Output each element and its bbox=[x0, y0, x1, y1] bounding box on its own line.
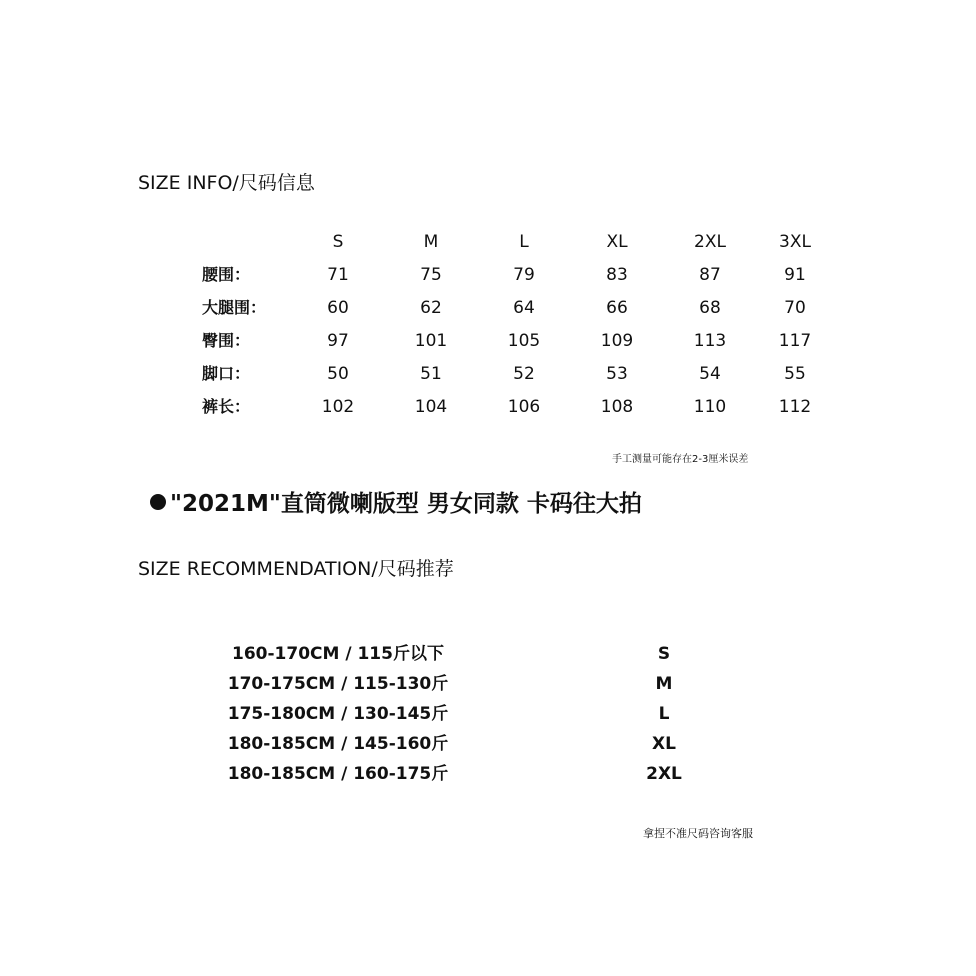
fit-highlight-text: "2021M"直筒微喇版型 男女同款 卡码往大拍 bbox=[170, 491, 642, 517]
table-cell: 108 bbox=[600, 397, 634, 417]
rec-range: 170-175CM / 115-130斤 bbox=[227, 674, 449, 694]
row-label-length: 裤长： bbox=[202, 397, 251, 416]
rec-size: 2XL bbox=[646, 764, 682, 784]
size-header-s: S bbox=[332, 232, 344, 252]
size-info-title: SIZE INFO/尺码信息 bbox=[138, 172, 315, 194]
list-item bbox=[0, 761, 976, 787]
rec-size: L bbox=[658, 704, 670, 724]
table-cell: 60 bbox=[327, 298, 349, 318]
rec-range: 180-185CM / 160-175斤 bbox=[227, 764, 449, 784]
table-cell: 52 bbox=[513, 364, 535, 384]
table-cell: 68 bbox=[699, 298, 721, 318]
table-cell: 75 bbox=[420, 265, 442, 285]
rec-range: 175-180CM / 130-145斤 bbox=[227, 704, 449, 724]
table-cell: 66 bbox=[606, 298, 628, 318]
table-cell: 104 bbox=[414, 397, 448, 417]
table-cell: 105 bbox=[507, 331, 541, 351]
table-row-length bbox=[0, 394, 976, 420]
table-cell: 113 bbox=[693, 331, 727, 351]
size-header-row bbox=[0, 229, 976, 255]
table-cell: 91 bbox=[784, 265, 806, 285]
table-cell: 79 bbox=[513, 265, 535, 285]
table-cell: 70 bbox=[784, 298, 806, 318]
table-row-hem bbox=[0, 361, 976, 387]
table-row-thigh bbox=[0, 295, 976, 321]
table-cell: 53 bbox=[606, 364, 628, 384]
table-cell: 55 bbox=[784, 364, 806, 384]
table-cell: 109 bbox=[600, 331, 634, 351]
rec-size: S bbox=[657, 644, 671, 664]
row-label-hem: 脚口： bbox=[202, 364, 251, 383]
table-cell: 51 bbox=[420, 364, 442, 384]
table-cell: 87 bbox=[699, 265, 721, 285]
row-label-thigh: 大腿围： bbox=[202, 298, 267, 317]
list-item bbox=[0, 701, 976, 727]
table-row-waist bbox=[0, 262, 976, 288]
rec-size: XL bbox=[652, 734, 676, 754]
table-cell: 97 bbox=[327, 331, 349, 351]
table-cell: 62 bbox=[420, 298, 442, 318]
size-recommendation-title: SIZE RECOMMENDATION/尺码推荐 bbox=[138, 558, 454, 580]
table-cell: 54 bbox=[699, 364, 721, 384]
size-header-3xl: 3XL bbox=[779, 232, 811, 252]
size-header-xl: XL bbox=[606, 232, 628, 252]
size-header-l: L bbox=[519, 232, 529, 252]
bullet-dot-icon bbox=[150, 494, 166, 510]
table-cell: 110 bbox=[693, 397, 727, 417]
table-cell: 106 bbox=[507, 397, 541, 417]
rec-size: M bbox=[655, 674, 673, 694]
table-cell: 71 bbox=[327, 265, 349, 285]
table-row-hip bbox=[0, 328, 976, 354]
row-label-hip: 臀围： bbox=[202, 331, 251, 350]
size-header-2xl: 2XL bbox=[694, 232, 726, 252]
fit-highlight bbox=[150, 485, 642, 518]
table-cell: 50 bbox=[327, 364, 349, 384]
table-cell: 83 bbox=[606, 265, 628, 285]
measurement-note: 手工测量可能存在2-3厘米误差 bbox=[612, 454, 749, 465]
list-item bbox=[0, 641, 976, 667]
table-cell: 64 bbox=[513, 298, 535, 318]
list-item bbox=[0, 671, 976, 697]
table-cell: 112 bbox=[778, 397, 812, 417]
row-label-waist: 腰围： bbox=[202, 265, 251, 284]
table-cell: 101 bbox=[414, 331, 448, 351]
size-header-m: M bbox=[423, 232, 439, 252]
table-cell: 102 bbox=[321, 397, 355, 417]
rec-range: 160-170CM / 115斤以下 bbox=[232, 644, 444, 664]
table-cell: 117 bbox=[778, 331, 812, 351]
customer-service-note: 拿捏不准尺码咨询客服 bbox=[643, 827, 753, 840]
list-item bbox=[0, 731, 976, 757]
rec-range: 180-185CM / 145-160斤 bbox=[227, 734, 449, 754]
